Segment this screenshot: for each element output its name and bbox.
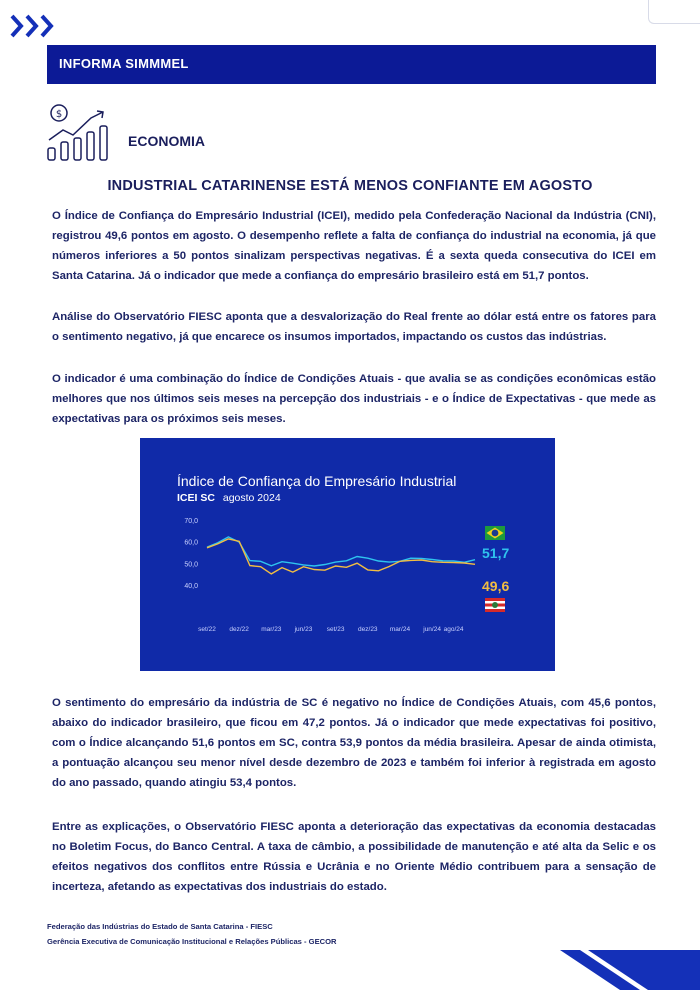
article-paragraph: O sentimento do empresário da indústria de SC é negativo no Índice de Condições Atuais, com 45,6 pontos, abaixo do indicador brasileiro, que ficou em 47,2 pontos. Já o indicador que mede expectativas foi positivo, com o Índice alcançando 51,6 pontos em SC, contra 53,9 pontos da média brasileira. Apesar de ainda otimista, a pontuação alcançou seu menor nível desde dezembro de 2023 e também foi inferior à registrada em agosto do ano passado, quando atingiu 53,4 pontos.	[52, 697, 656, 789]
footer-line: Gerência Executiva de Comunicação Institucional e Relações Públicas - GECOR	[47, 937, 337, 946]
header-banner	[47, 45, 656, 84]
y-tick-label: 50,0	[184, 561, 198, 569]
corner-tab	[648, 0, 700, 24]
x-tick-label: jun/24	[423, 626, 441, 633]
article-headline: INDUSTRIAL CATARINENSE ESTÁ MENOS CONFIANTE EM AGOSTO	[107, 178, 593, 194]
icei-line-chart	[140, 438, 555, 671]
end-value-label: 49,6	[482, 578, 510, 594]
banner-label: INFORMA SIMMMEL	[59, 56, 189, 71]
chart-title: Índice de Confiança do Empresário Industrial	[177, 473, 457, 489]
x-tick-label: jun/23	[294, 626, 313, 633]
svg-text:$: $	[55, 109, 63, 120]
y-axis-ticks	[184, 518, 198, 590]
x-tick-label: dez/23	[358, 626, 378, 633]
y-tick-label: 70,0	[184, 518, 198, 525]
y-tick-label: 60,0	[184, 539, 198, 547]
x-tick-label: ago/24	[443, 626, 464, 633]
x-axis-ticks	[198, 626, 464, 633]
footer-line: Federação das Indústrias do Estado de Santa Catarina - FIESC	[47, 922, 273, 931]
x-tick-label: dez/22	[229, 626, 249, 633]
x-tick-label: set/23	[326, 626, 345, 633]
end-labels	[482, 545, 509, 594]
chart-subtitle	[177, 492, 281, 504]
article-paragraph: Entre as explicações, o Observatório FIESC aponta a deterioração das expectativas da economia destacadas no Boletim Focus, do Banco Central. A taxa de câmbio, a possibilidade de manutenção e até alta da Selic e os efeitos negativos dos conflitos entre Rússia e Ucrânia e no Oriente Médio contribuem para a sensação de incerteza, afetando as expectativas dos industriais do estado.	[52, 821, 656, 893]
section-label: ECONOMIA	[128, 133, 205, 149]
chevron-arrows-icon	[10, 12, 60, 40]
santa-catarina-flag-icon	[485, 598, 505, 612]
chart-subtitle-bold: ICEI SC	[177, 492, 215, 504]
article-paragraph: O Índice de Confiança do Empresário Industrial (ICEI), medido pela Confederação Nacional da Indústria (CNI), registrou 49,6 pontos em agosto. O desempenho reflete a falta de confiança do industrial na economia, já que números inferiores a 50 pontos sinalizam perspectivas negativas. É a sexta queda consecutiva do ICEI em Santa Catarina. Já o indicador que mede a confiança do empresário brasileiro está em 51,7 pontos.	[52, 210, 656, 282]
end-value-label: 51,7	[482, 545, 510, 561]
corner-stripes-decoration	[560, 950, 700, 990]
brazil-flag-icon	[485, 526, 505, 540]
x-tick-label: mar/23	[261, 626, 282, 633]
x-tick-label: set/22	[198, 626, 216, 633]
icei-chart	[140, 438, 555, 671]
article-paragraph: O indicador é uma combinação do Índice de Condições Atuais - que avalia se as condições econômicas estão melhores que nos últimos seis meses na percepção dos industriais - e o Índice de Expectativas - que mede as expectativas para os próximos seis meses.	[52, 373, 656, 425]
x-tick-label: mar/24	[389, 626, 411, 633]
series-lines	[207, 537, 475, 574]
article-paragraph: Análise do Observatório FIESC aponta que a desvalorização do Real frente ao dólar está entre os fatores para o sentimento negativo, já que encarece os insumos importados, impactando os custos das indústrias.	[52, 311, 656, 343]
y-tick-label: 40,0	[184, 583, 198, 591]
economy-growth-icon	[45, 102, 113, 162]
chart-subtitle-rest: agosto 2024	[222, 492, 281, 504]
